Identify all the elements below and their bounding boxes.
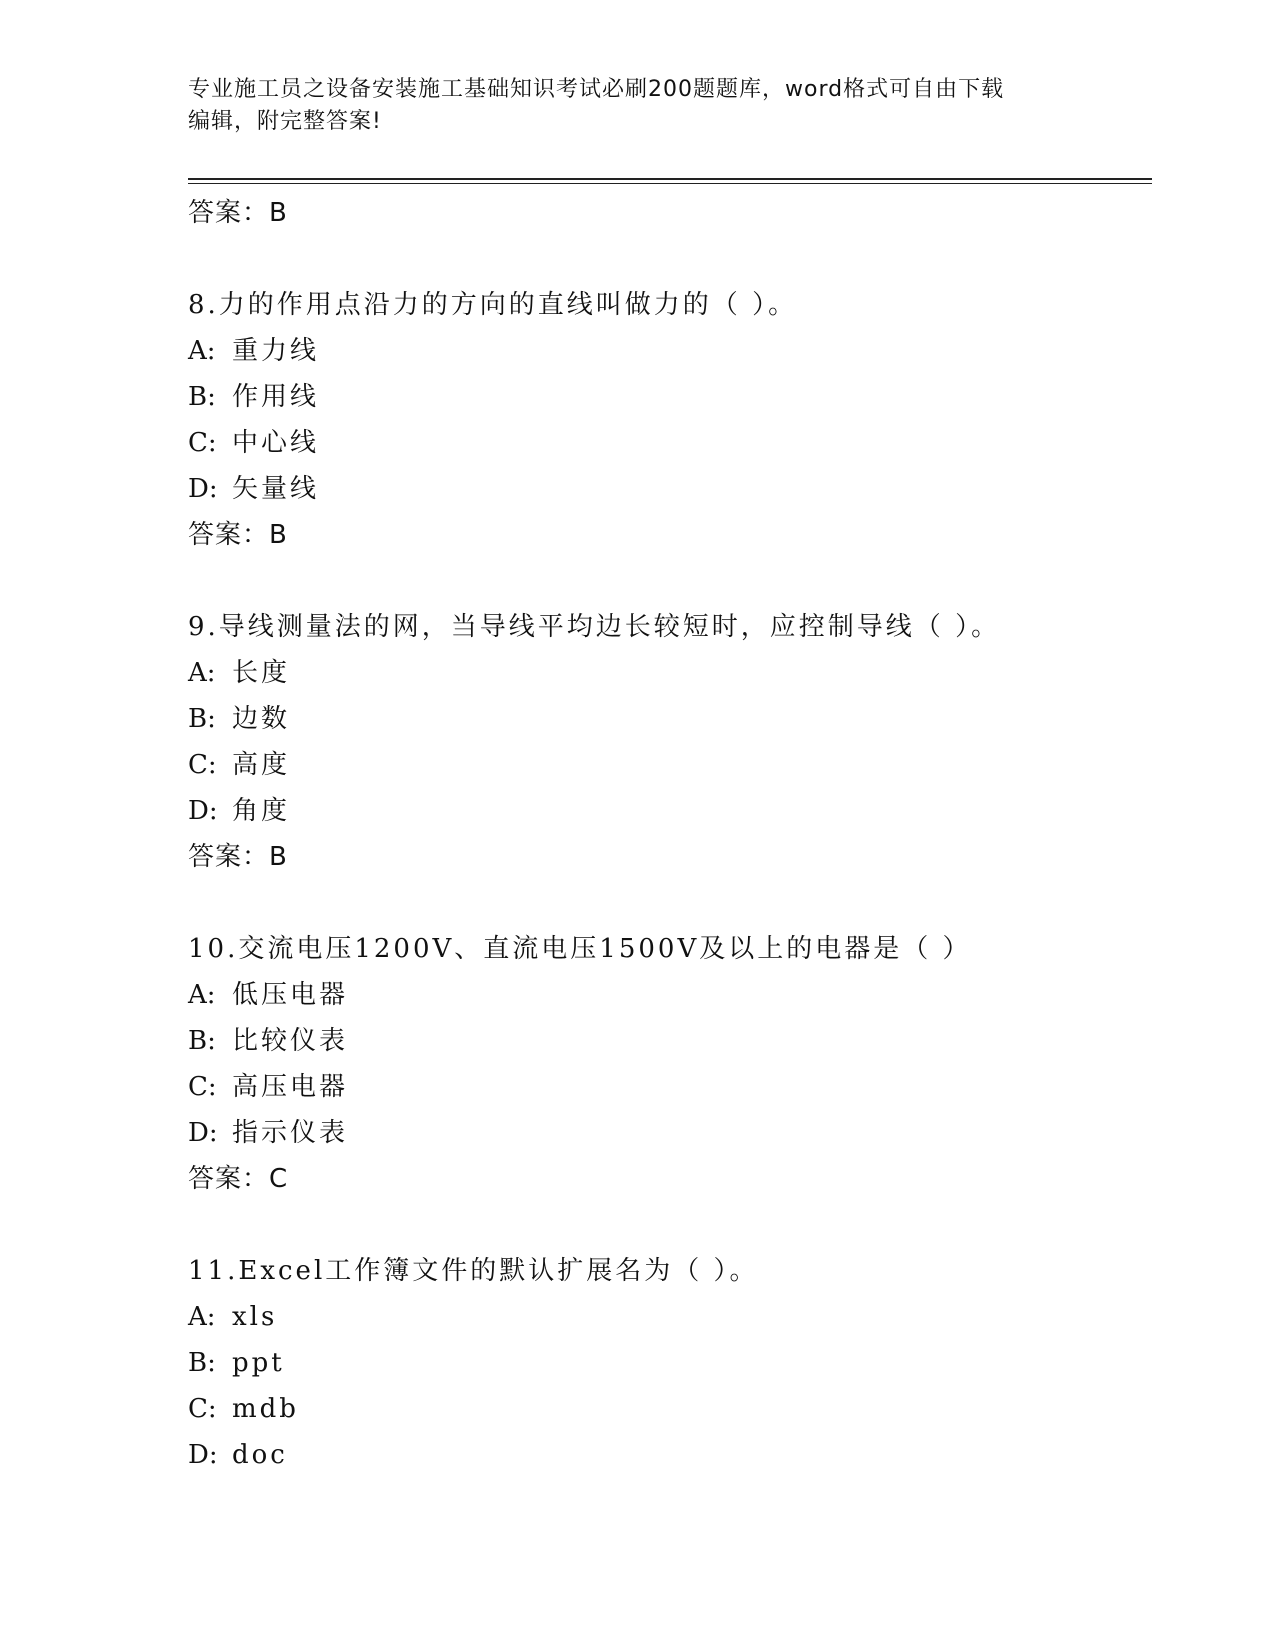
option-text: doc xyxy=(232,1440,288,1470)
option-d xyxy=(188,1110,1168,1156)
option-text: 高度 xyxy=(232,750,291,780)
option-text: 低压电器 xyxy=(232,980,349,1010)
answer-line: 答案：B xyxy=(188,520,288,550)
option-a xyxy=(188,650,1168,696)
question-list xyxy=(188,190,1168,1478)
question-block-10 xyxy=(188,926,1168,1202)
question-stem: 8.力的作用点沿力的方向的直线叫做力的（ ）。 xyxy=(188,290,798,320)
option-key: B: xyxy=(188,1348,216,1378)
option-b xyxy=(188,696,1168,742)
option-key: D: xyxy=(188,796,218,826)
option-a xyxy=(188,1294,1168,1340)
option-text: ppt xyxy=(232,1348,285,1378)
spacer xyxy=(188,558,1168,604)
option-text: 指示仪表 xyxy=(232,1118,349,1148)
option-text: xls xyxy=(232,1302,278,1332)
answer-line: 答案：C xyxy=(188,1164,289,1194)
option-key: A: xyxy=(188,980,216,1010)
option-text: 角度 xyxy=(232,796,291,826)
option-c xyxy=(188,1386,1168,1432)
option-text: 作用线 xyxy=(232,382,320,412)
option-key: D: xyxy=(188,1440,218,1470)
option-key: D: xyxy=(188,1118,218,1148)
option-text: 矢量线 xyxy=(232,474,320,504)
option-c xyxy=(188,1064,1168,1110)
document-header xyxy=(188,74,1068,138)
header-title-line-2: 编辑，附完整答案! xyxy=(188,109,382,134)
answer-line: 答案：B xyxy=(188,842,288,872)
question-stem: 10.交流电压1200V、直流电压1500V及以上的电器是（ ） xyxy=(188,934,972,964)
option-b xyxy=(188,374,1168,420)
option-text: 高压电器 xyxy=(232,1072,349,1102)
option-text: 边数 xyxy=(232,704,291,734)
option-key: B: xyxy=(188,1026,216,1056)
option-c xyxy=(188,420,1168,466)
spacer xyxy=(188,1202,1168,1248)
option-text: mdb xyxy=(232,1394,299,1424)
header-rule-thick xyxy=(188,178,1152,180)
option-key: C: xyxy=(188,750,217,780)
option-text: 重力线 xyxy=(232,336,320,366)
header-title-line-1: 专业施工员之设备安装施工基础知识考试必刷200题题库，word格式可自由下载 xyxy=(188,77,1005,102)
option-a xyxy=(188,972,1168,1018)
question-stem: 11.Excel工作簿文件的默认扩展名为（ ）。 xyxy=(188,1256,759,1286)
option-key: A: xyxy=(188,336,216,366)
option-key: D: xyxy=(188,474,218,504)
option-key: C: xyxy=(188,1072,217,1102)
previous-answer: 答案：B xyxy=(188,198,288,228)
option-key: C: xyxy=(188,1394,217,1424)
option-text: 中心线 xyxy=(232,428,320,458)
spacer xyxy=(188,880,1168,926)
question-stem: 9.导线测量法的网，当导线平均边长较短时，应控制导线（ ）。 xyxy=(188,612,1001,642)
option-b xyxy=(188,1018,1168,1064)
question-block-11 xyxy=(188,1248,1168,1478)
option-b xyxy=(188,1340,1168,1386)
spacer xyxy=(188,236,1168,282)
option-key: B: xyxy=(188,704,216,734)
option-a xyxy=(188,328,1168,374)
option-c xyxy=(188,742,1168,788)
option-key: B: xyxy=(188,382,216,412)
option-d xyxy=(188,1432,1168,1478)
header-rule-thin xyxy=(188,183,1152,184)
option-text: 比较仪表 xyxy=(232,1026,349,1056)
option-d xyxy=(188,466,1168,512)
option-key: C: xyxy=(188,428,217,458)
option-d xyxy=(188,788,1168,834)
option-text: 长度 xyxy=(232,658,291,688)
question-block-9 xyxy=(188,604,1168,880)
option-key: A: xyxy=(188,1302,216,1332)
question-block-8 xyxy=(188,282,1168,558)
option-key: A: xyxy=(188,658,216,688)
